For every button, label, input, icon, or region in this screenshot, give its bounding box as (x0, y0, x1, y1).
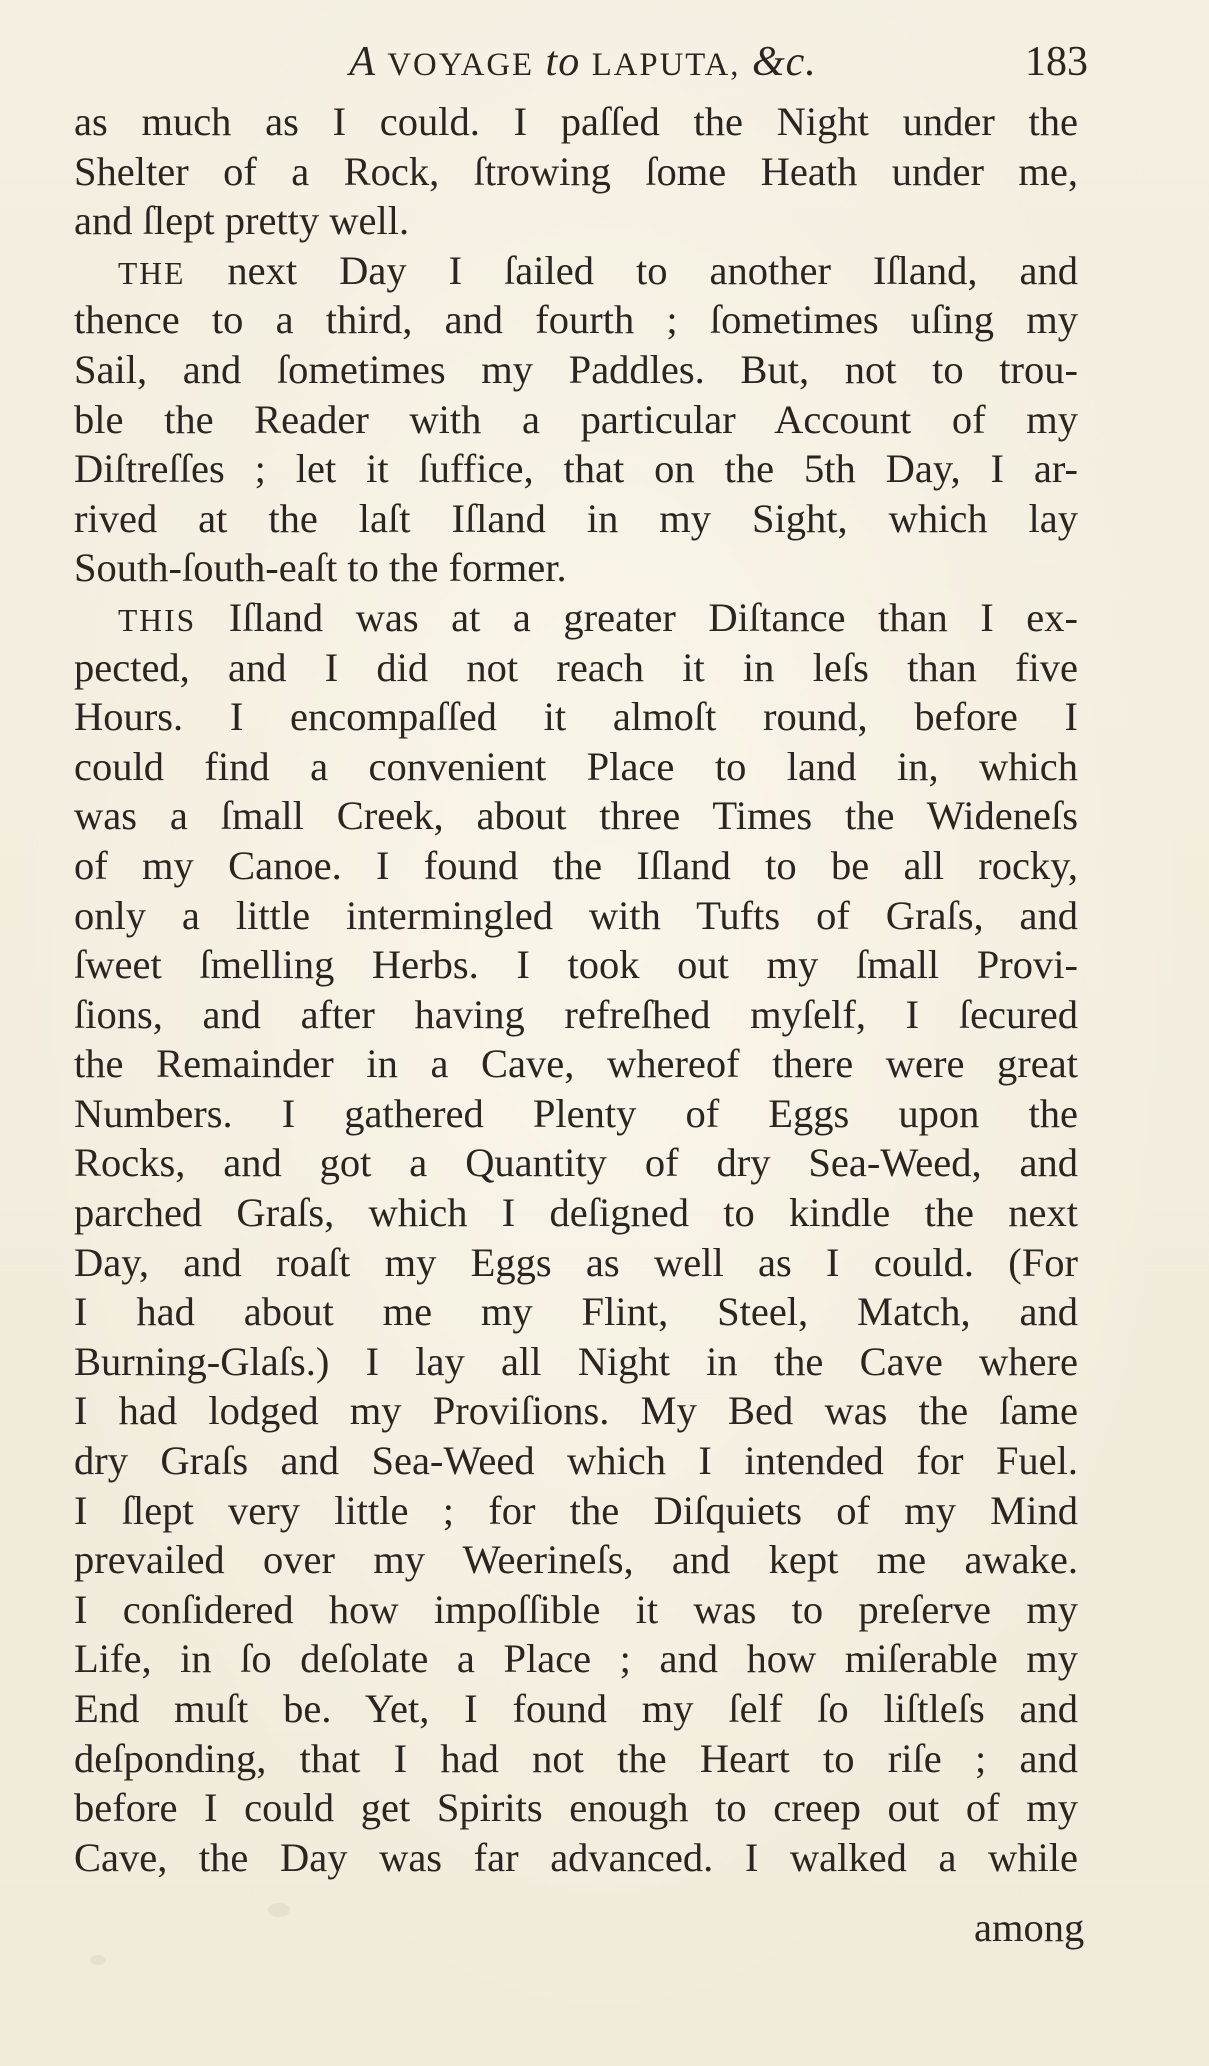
text-line: ſweet ſmelling Herbs. I took out my ſmall Provi- (74, 942, 1078, 988)
text-line: could find a convenient Place to land in, which (74, 743, 1078, 789)
text-line: thence to a third, and fourth ; ſometimes uſing my (74, 297, 1078, 343)
line-text: Iſland was at a greater Diſtance than I ex- (228, 594, 1078, 640)
paragraph-start-line (74, 593, 1078, 643)
text-line: deſponding, that I had not the Heart to riſe ; and (74, 1735, 1078, 1781)
text-line: I conſidered how impoſſible it was to preſerve my (74, 1586, 1078, 1632)
text-line: of my Canoe. I found the Iſland to be all rocky, (74, 842, 1078, 888)
text-line: Diſtreſſes ; let it ſuffice, that on the 5th Day, I ar- (74, 446, 1078, 492)
small-caps-opening: THIS (118, 602, 197, 638)
text-line: Shelter of a Rock, ſtrowing ſome Heath under me, (74, 148, 1078, 194)
text-line: I had about me my Flint, Steel, Match, and (74, 1289, 1078, 1335)
running-title (78, 32, 1088, 95)
text-line: I ſlept very little ; for the Diſquiets of my Mind (74, 1487, 1078, 1533)
text-line: I had lodged my Proviſions. My Bed was the ſame (74, 1388, 1078, 1434)
text-line: parched Graſs, which I deſigned to kindle the next (74, 1190, 1078, 1236)
text-line: Rocks, and got a Quantity of dry Sea-Weed, and (74, 1140, 1078, 1186)
text-line: Numbers. I gathered Plenty of Eggs upon the (74, 1090, 1078, 1136)
small-caps-opening: THE (118, 255, 186, 291)
text-line: as much as I could. I paſſed the Night under the (74, 99, 1078, 144)
page-number: 183 (1025, 39, 1088, 85)
text-line: and ſlept pretty well. (74, 198, 410, 244)
body-text (74, 97, 1078, 1882)
text-line: rived at the laſt Iſland in my Sight, which lay (74, 495, 1078, 541)
text-line: only a little intermingled with Tufts of Graſs, and (74, 892, 1078, 938)
text-line: before I could get Spirits enough to creep out of my (74, 1785, 1078, 1831)
text-line: ble the Reader with a particular Account of my (74, 396, 1078, 442)
text-line: pected, and I did not reach it in leſs than five (74, 644, 1078, 690)
title-laputa: LAPUTA, (591, 47, 741, 83)
text-line: End muſt be. Yet, I found my ſelf ſo liſtleſs and (74, 1686, 1078, 1731)
text-line: Day, and roaſt my Eggs as well as I could. (For (74, 1239, 1078, 1285)
text-line: prevailed over my Weerineſs, and kept me awake. (74, 1537, 1078, 1583)
title-article: A (349, 39, 376, 85)
text-line: dry Graſs and Sea-Weed which I intended for Fuel. (74, 1438, 1078, 1484)
text-line: ſions, and after having refreſhed myſelf, I ſecured (74, 991, 1078, 1037)
line-text: next Day I ſailed to another Iſland, and (227, 247, 1078, 293)
catchword: among (974, 1905, 1085, 1950)
running-header (78, 32, 1088, 92)
text-line: Hours. I encompaſſed it almoſt round, before I (74, 694, 1078, 740)
paper-stain (268, 1903, 290, 1917)
text-line: Sail, and ſometimes my Paddles. But, not to trou- (74, 346, 1078, 392)
title-etc: &c. (751, 39, 817, 85)
paragraph-start-line (74, 246, 1078, 296)
text-line: Life, in ſo deſolate a Place ; and how miſerable my (74, 1636, 1078, 1682)
title-voyage: VOYAGE (387, 47, 535, 83)
text-line: Cave, the Day was far advanced. I walked a while (74, 1834, 1078, 1880)
text-line: Burning-Glaſs.) I lay all Night in the Cave where (74, 1338, 1078, 1384)
text-line: was a ſmall Creek, about three Times the Wideneſs (74, 793, 1078, 839)
paper-stain (90, 1955, 106, 1965)
text-line: the Remainder in a Cave, whereof there were great (74, 1041, 1078, 1087)
title-to: to (545, 39, 581, 85)
text-line: South-ſouth-eaſt to the former. (74, 545, 567, 591)
